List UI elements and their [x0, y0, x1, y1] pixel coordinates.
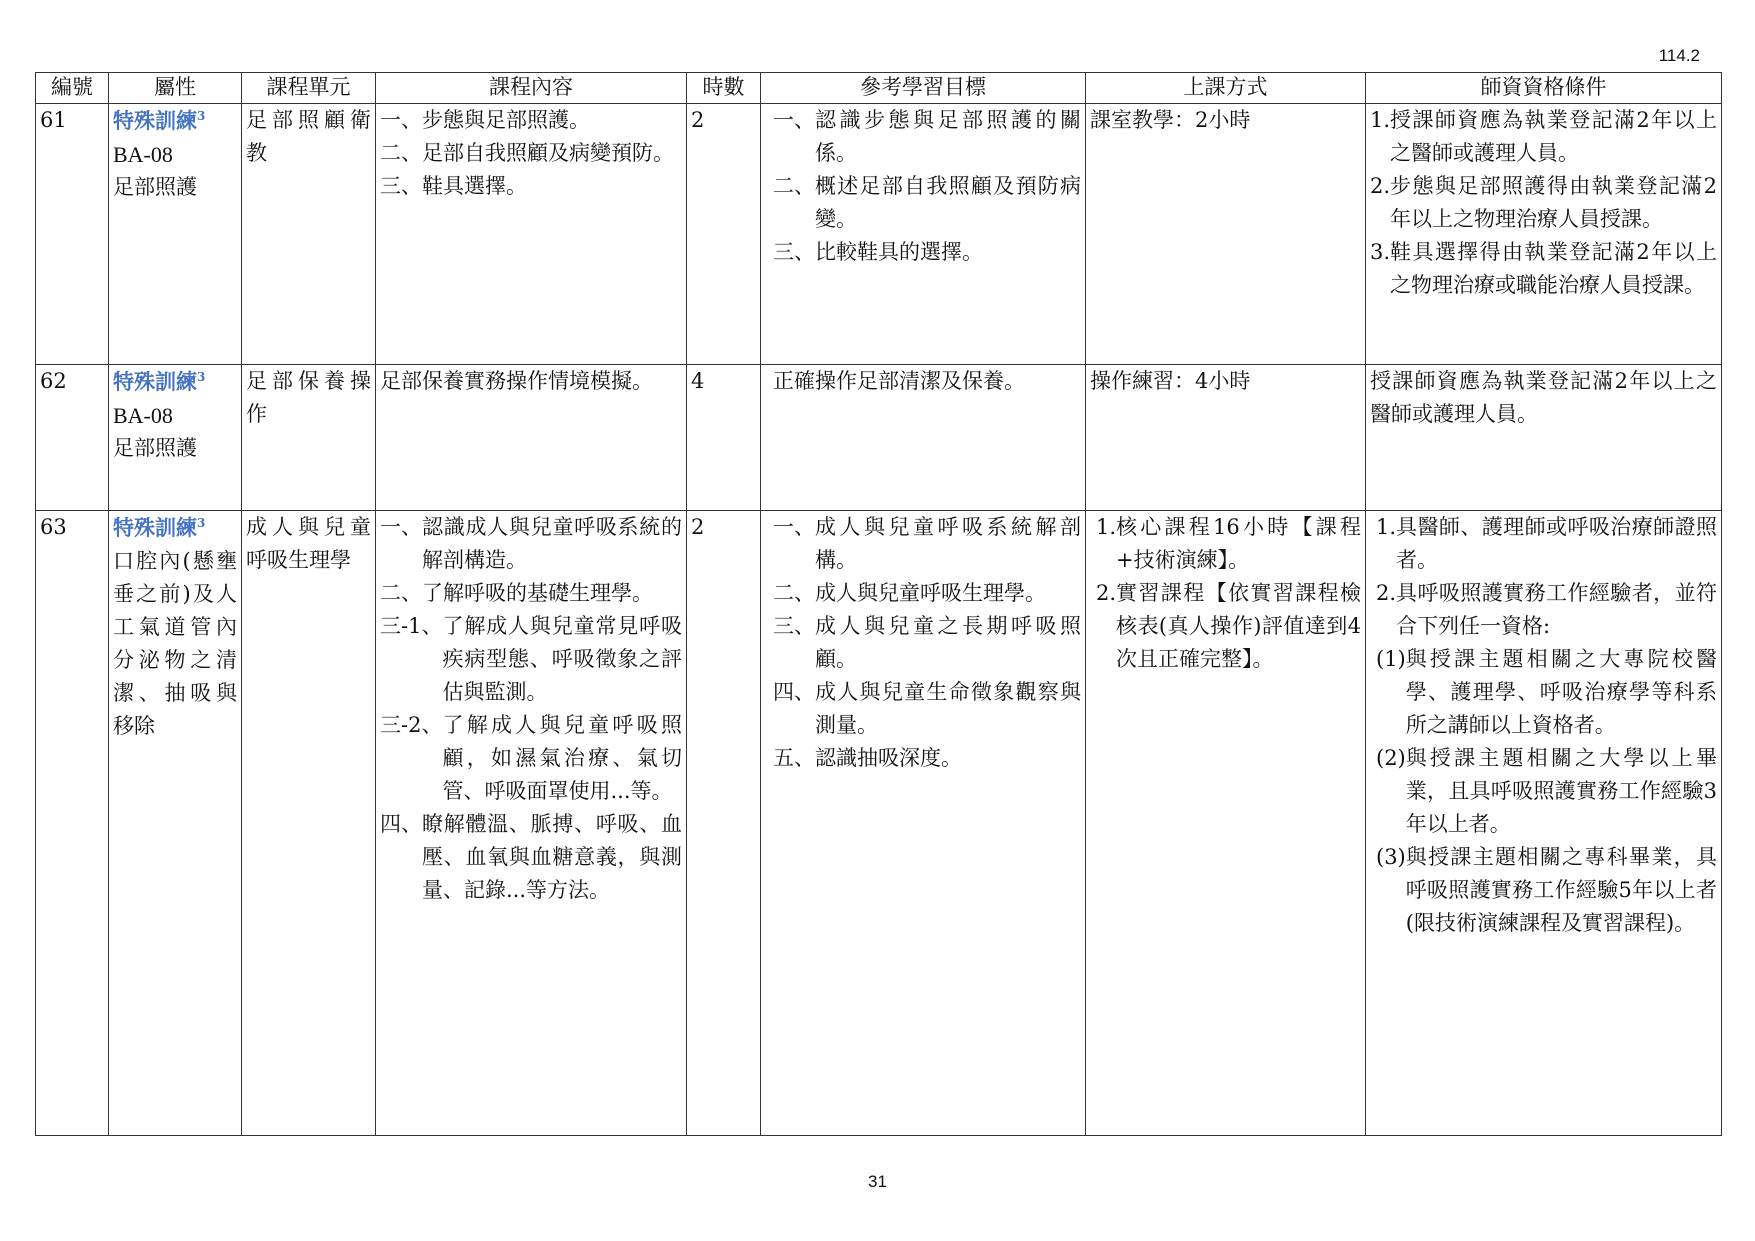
cell-hours: 4 [687, 365, 761, 511]
list-item: 二、 了解呼吸的基礎生理學。 [380, 581, 653, 605]
cell-unit: 成人與兒童呼吸生理學 [242, 511, 376, 1136]
attribute-code: BA-08 [113, 142, 173, 167]
cell-objectives: 正確操作足部清潔及保養。 [761, 365, 1086, 511]
cell-method [1086, 511, 1366, 1136]
cell-hours: 2 [687, 104, 761, 365]
cell-number [36, 104, 109, 365]
cell-objectives [761, 104, 1086, 365]
list-item: 一、 成人與兒童呼吸系統解剖構。 [773, 515, 1081, 572]
list-item: 三、 成人與兒童之長期呼吸照顧。 [773, 614, 1081, 671]
attribute-label: 特殊訓練$^3$ [113, 369, 206, 394]
attribute-code: BA-08 [113, 403, 173, 428]
table-row-61 [36, 104, 1722, 365]
table-row-62 [36, 365, 1722, 511]
list-item: 一、 認識步態與足部照護的關係。 [773, 108, 1081, 165]
list-item: 三、 比較鞋具的選擇。 [773, 240, 983, 264]
list-item: 四、 瞭解體溫、脈搏、呼吸、血壓、血氧與血糖意義，與測量、記錄...等方法。 [380, 812, 682, 902]
header-row [36, 73, 1722, 104]
cell-attribute [109, 365, 242, 511]
table-row-63 [36, 511, 1722, 1136]
version-label: 114.2 [1658, 46, 1700, 65]
col-header-objectives: 參考學習目標 [761, 73, 1086, 104]
list-item: (2) 與授課主題相關之大學以上畢業，且具呼吸照護實務工作經驗3年以上者。 [1376, 746, 1717, 836]
attribute-label: 特殊訓練$^3$ [113, 515, 206, 540]
attribute-desc: 足部照護 [113, 436, 197, 460]
list-item: 四、 成人與兒童生命徵象觀察與測量。 [773, 680, 1081, 737]
list-item: 三、 鞋具選擇。 [380, 174, 527, 198]
cell-content [376, 104, 687, 365]
list-item: 二、 概述足部自我照顧及預防病變。 [773, 174, 1081, 231]
col-header-unit: 課程單元 [242, 73, 376, 104]
cell-attribute [109, 104, 242, 365]
list-item: 一、 認識成人與兒童呼吸系統的解剖構造。 [380, 515, 682, 572]
cell-number [36, 511, 109, 1136]
col-header-number: 編號 [36, 73, 109, 104]
course-table [35, 72, 1722, 1136]
list-item: 3. 鞋具選擇得由執業登記滿2年以上之物理治療或職能治療人員授課。 [1370, 240, 1717, 297]
cell-number [36, 365, 109, 511]
list-item: 五、 認識抽吸深度。 [773, 746, 962, 770]
attribute-desc: 口腔內(懸壅垂之前)及人工氣道管內分泌物之清潔、抽吸與移除 [113, 549, 237, 738]
list-item: 1. 具醫師、護理師或呼吸治療師證照者。 [1376, 515, 1717, 572]
list-item: (3) 與授課主題相關之專科畢業，具呼吸照護實務工作經驗5年以上者(限技術演練課程及實習課程)。 [1376, 845, 1717, 935]
list-item: 2. 步態與足部照護得由執業登記滿2年以上之物理治療人員授課。 [1370, 174, 1717, 231]
list-item: 2. 實習課程【依實習課程檢核表(真人操作)評值達到4次且正確完整】。 [1096, 581, 1361, 671]
cell-content [376, 511, 687, 1136]
row-number: 61 [40, 108, 67, 132]
col-header-attribute: 屬性 [109, 73, 242, 104]
row-number: 63 [40, 515, 67, 539]
col-header-method: 上課方式 [1086, 73, 1366, 104]
cell-unit: 足部保養操作 [242, 365, 376, 511]
col-header-hours: 時數 [687, 73, 761, 104]
cell-qualifications [1366, 104, 1722, 365]
cell-attribute [109, 511, 242, 1136]
cell-qualifications [1366, 511, 1722, 1136]
list-item: 三-1、 了解成人與兒童常見呼吸疾病型態、呼吸徵象之評估與監測。 [380, 614, 682, 704]
list-item: 三-2、 了解成人與兒童呼吸照顧，如濕氣治療、氣切管、呼吸面罩使用...等。 [380, 713, 682, 803]
list-item: 1. 授課師資應為執業登記滿2年以上之醫師或護理人員。 [1370, 108, 1717, 165]
list-item: 二、 足部自我照顧及病變預防。 [380, 141, 674, 165]
cell-qualifications: 授課師資應為執業登記滿2年以上之醫師或護理人員。 [1366, 365, 1722, 511]
list-item: 二、 成人與兒童呼吸生理學。 [773, 581, 1046, 605]
list-item: 1. 核心課程16小時【課程+技術演練】。 [1096, 515, 1361, 572]
cell-method: 課室教學：2小時 [1086, 104, 1366, 365]
col-header-content: 課程內容 [376, 73, 687, 104]
list-item: 2. 具呼吸照護實務工作經驗者，並符合下列任一資格: [1376, 581, 1717, 638]
list-item: 一、 步態與足部照護。 [380, 108, 590, 132]
attribute-desc: 足部照護 [113, 175, 197, 199]
list-item: (1) 與授課主題相關之大專院校醫學、護理學、呼吸治療學等科系所之講師以上資格者。 [1376, 647, 1717, 737]
cell-objectives [761, 511, 1086, 1136]
cell-method: 操作練習：4小時 [1086, 365, 1366, 511]
cell-hours: 2 [687, 511, 761, 1136]
cell-unit: 足部照顧衛教 [242, 104, 376, 365]
col-header-qualifications: 師資資格條件 [1366, 73, 1722, 104]
cell-content: 足部保養實務操作情境模擬。 [376, 365, 687, 511]
row-number: 62 [40, 369, 67, 393]
page-number: 31 [868, 1172, 887, 1191]
attribute-label: 特殊訓練$^3$ [113, 108, 206, 133]
